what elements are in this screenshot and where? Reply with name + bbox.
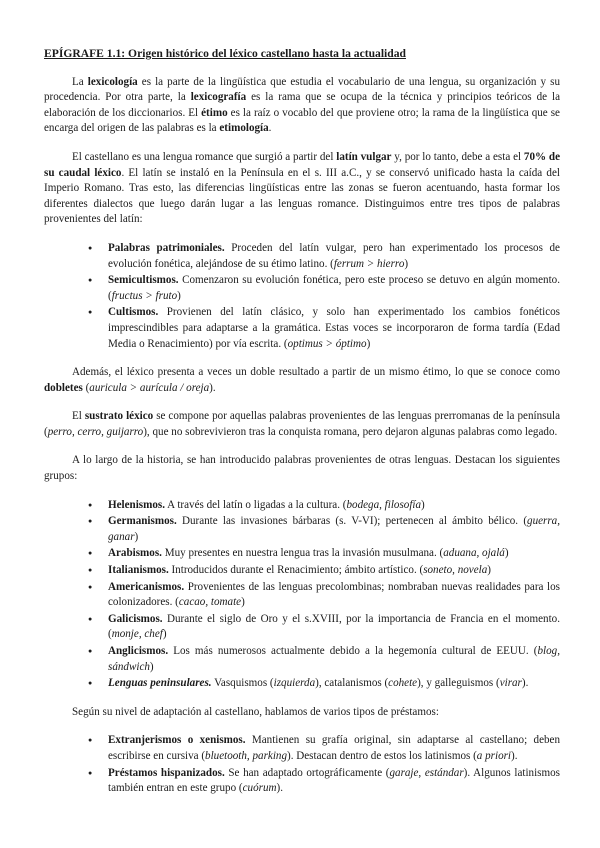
list-item: ● Palabras patrimoniales. Proceden del latín vulgar, pero han experimentado los procesos de evolución fonética, alejándose de su étimo latino. (ferrum > hierro) bbox=[108, 241, 560, 272]
list-item: ● Semicultismos. Comenzaron su evolución fonética, pero este proceso se detuvo en algún momento. (fructus > fruto) bbox=[108, 273, 560, 304]
document-page bbox=[44, 46, 560, 810]
paragraph-sustrato: El sustrato léxico se compone por aquellas palabras provenientes de las lenguas prerromanas de la península (perro, cerro, guijarro), que no sobrevivieron tras la conquista romana, pero dejaron algunas palabras como legado. bbox=[44, 410, 560, 438]
list-item: ● Extranjerismos o xenismos. Mantienen su grafía original, sin adaptarse al castellano; deben escribirse en cursiva (bluetooth, parking). Destacan dentro de estos los latinismos (a priori). bbox=[108, 733, 560, 764]
list-item: ● Anglicismos. Los más numerosos actualmente debido a la hegemonía cultural de EEUU. (blog, sándwich) bbox=[108, 644, 560, 675]
paragraph-adaptacion-intro: Según su nivel de adaptación al castellano, hablamos de varios tipos de préstamos: bbox=[72, 705, 439, 718]
paragraph-lexicologia: La lexicología es la parte de la lingüística que estudia el vocabulario de una lengua, su organización y su procedencia. Por otra parte, la lexicografía es la rama que se ocupa de la técnica y principios teóricos de la elaboración de los diccionarios. El étimo es la raíz o vocablo del que proviene otro; la rama de la lingüística que se encarga del origen de las palabras es la etimología. bbox=[44, 75, 561, 135]
list-item: ● Lenguas peninsulares. Vasquismos (izquierda), catalanismos (cohete), y galleguismos (virar). bbox=[108, 676, 560, 692]
paragraph-latin-vulgar: El castellano es una lengua romance que surgió a partir del latín vulgar y, por lo tanto, debe a esta el 70% de su caudal léxico. El latín se instaló en la Península en el s. III a.C., y se conservó unificado hasta la caída del Imperio Romano. Tras esto, las diferencias lingüísticas entre las zonas se fueron acentuando, hasta formar los diferentes dialectos que luego darán lugar a las lenguas romance. Distinguimos entre tres tipos de palabras provenientes del latín: bbox=[44, 150, 561, 226]
loanword-groups-list bbox=[44, 498, 560, 692]
paragraph-dobletes: Además, el léxico presenta a veces un doble resultado a partir de un mismo étimo, lo que se conoce como dobletes (auricula > aurícula / oreja). bbox=[44, 366, 560, 394]
list-item: ● Galicismos. Durante el siglo de Oro y el s.XVIII, por la importancia de Francia en el momento. (monje, chef) bbox=[108, 612, 560, 643]
page-title: EPÍGRAFE 1.1: Origen histórico del léxico castellano hasta la actualidad bbox=[44, 47, 406, 60]
list-item: ● Helenismos. A través del latín o ligadas a la cultura. (bodega, filosofía) bbox=[108, 498, 560, 514]
list-item: ● Germanismos. Durante las invasiones bárbaras (s. V-VI); pertenecen al ámbito bélico. (guerra, ganar) bbox=[108, 514, 560, 545]
list-item: ● Arabismos. Muy presentes en nuestra lengua tras la invasión musulmana. (aduana, ojalá) bbox=[108, 546, 560, 562]
latin-word-types-list bbox=[44, 241, 560, 352]
list-item: ● Préstamos hispanizados. Se han adaptado ortográficamente (garaje, estándar). Algunos latinismos también entran en este grupo (cuórum). bbox=[108, 766, 560, 797]
paragraph-prestamos-intro: A lo largo de la historia, se han introducido palabras provenientes de otras lenguas. Destacan los siguientes grupos: bbox=[44, 454, 560, 483]
list-item: ● Cultismos. Provienen del latín clásico, y solo han experimentado los cambios fonéticos imprescindibles para adaptarse a la gramática. Estas voces se incorporaron de forma tardía (Edad Media o Renacimiento) por vía escrita. (optimus > óptimo) bbox=[108, 305, 560, 352]
loanword-adaptation-list bbox=[44, 733, 560, 796]
list-item: ● Americanismos. Provenientes de las lenguas precolombinas; nombraban nuevas realidades para los colonizadores. (cacao, tomate) bbox=[108, 580, 560, 611]
list-item: ● Italianismos. Introducidos durante el Renacimiento; ámbito artístico. (soneto, novela) bbox=[108, 563, 560, 579]
